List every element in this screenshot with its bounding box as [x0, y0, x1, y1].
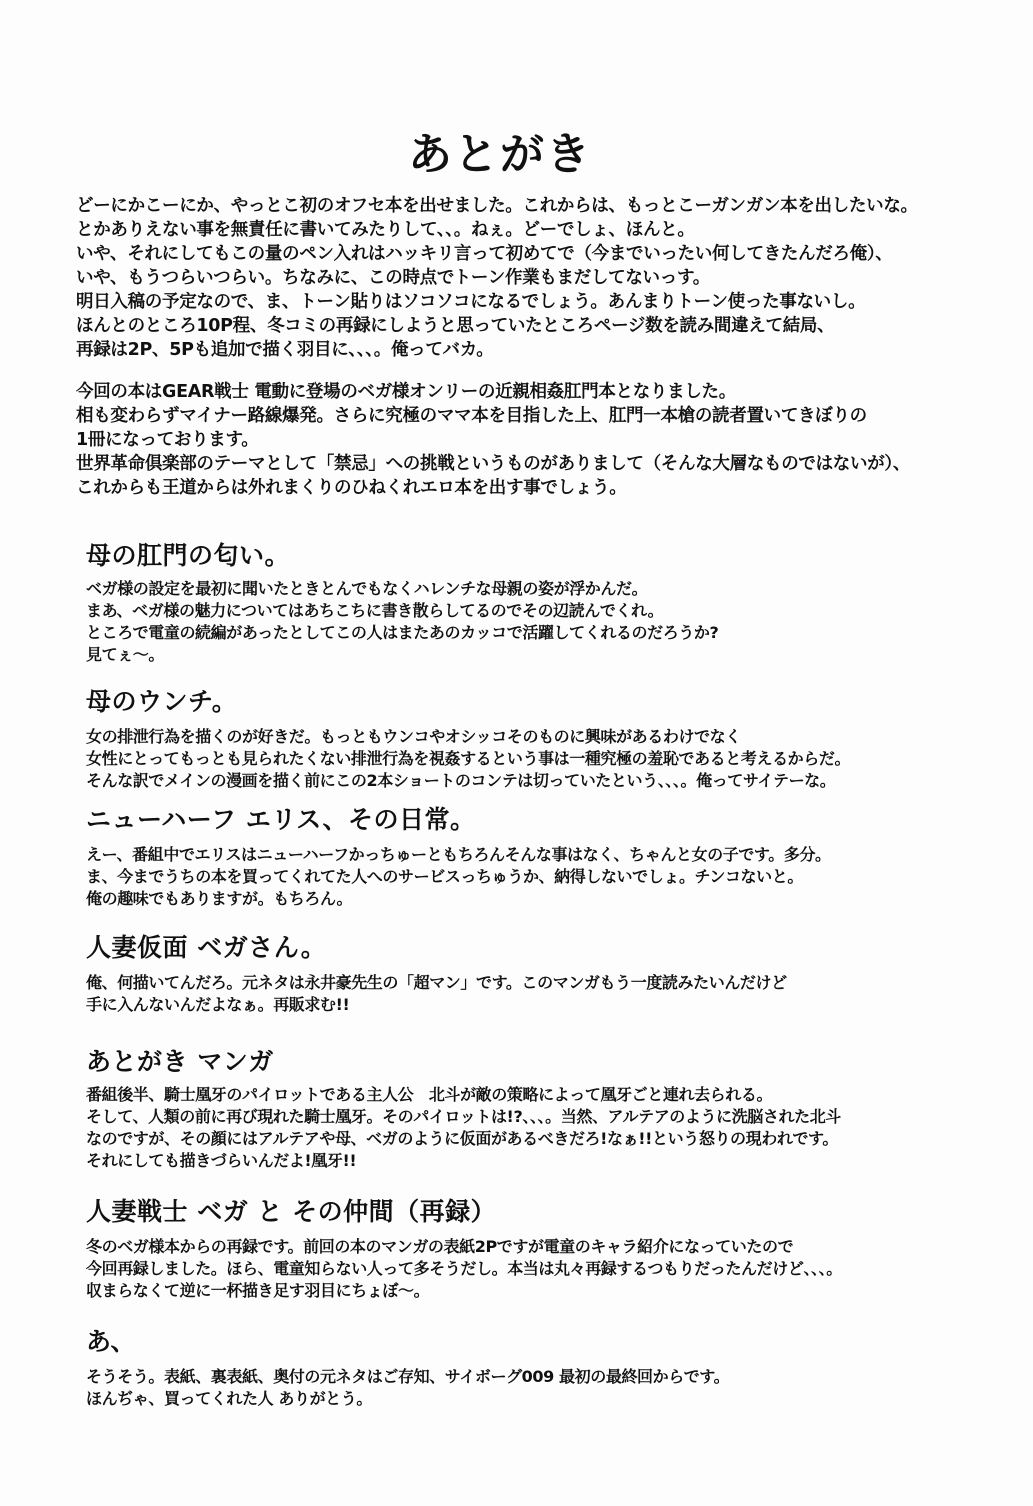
intro-line: いや、もうつらいつらい。ちなみに、この時点でトーン作業もまだしてないっす。	[76, 268, 710, 288]
section-line: 女性にとってもっとも見られたくない排泄行為を視姦するという事は一種究極の羞恥であると考えるからだ。	[86, 749, 851, 768]
intro-line: いや、それにしてもこの量のペン入れはハッキリ言って初めてで（今までいったい何してきたんだろ俺）、	[76, 244, 893, 264]
section-body	[86, 578, 976, 666]
section-heading: あとがき マンガ	[86, 1047, 274, 1076]
section-line: それにしても描きづらいんだよ!凰牙!!	[86, 1151, 357, 1170]
intro-line: 1冊になっております。	[76, 430, 259, 450]
intro-line: 今回の本はGEAR戦士 電動に登場のベガ様オンリーの近親相姦肛門本となりました。	[76, 382, 736, 402]
section-heading: 人妻戦士 ベガ と その仲間（再録）	[86, 1197, 497, 1226]
section-body	[86, 726, 976, 792]
section-body	[86, 1084, 976, 1172]
section-body	[86, 844, 976, 910]
section-heading: あ、	[86, 1327, 137, 1356]
section-line: 今回再録しました。ほら、電童知らない人って多そうだし。本当は丸々再録するつもりだったんだけど、、、。	[86, 1259, 842, 1278]
section-heading: ニューハーフ エリス、その日常。	[86, 805, 476, 834]
section-line: そして、人類の前に再び現れた騎士凰牙。そのパイロットは!?、、、。当然、アルテアのように洗脳された北斗	[86, 1107, 841, 1126]
intro-line: これからも王道からは外れまくりのひねくれエロ本を出す事でしょう。	[76, 478, 627, 498]
section-line: ベガ様の設定を最初に聞いたときとんでもなくハレンチな母親の姿が浮かんだ。	[86, 579, 648, 598]
section-line: ま、今までうちの本を買ってくれてた人へのサービスっちゅうか、納得しないでしょ。チンコないと。	[86, 867, 803, 886]
section-line: なのですが、その顔にはアルテアや母、ベガのように仮面があるべきだろ!なぁ!!という怒りの現われです。	[86, 1129, 838, 1148]
section-line: 俺の趣味でもありますが。もちろん。	[86, 889, 353, 908]
intro-line: 明日入稿の予定なので、ま、トーン貼りはソコソコになるでしょう。あんまりトーン使った事ないし。	[76, 292, 866, 312]
section-heading: 母の肛門の匂い。	[86, 541, 291, 570]
intro-line: 再録は2P、5Pも追加で描く羽目に、、、。俺ってバカ。	[76, 340, 494, 360]
section-line: 冬のベガ様本からの再録です。前回の本のマンガの表紙2Pですが電童のキャラ紹介になっていたので	[86, 1237, 794, 1256]
intro-line: 世界革命倶楽部のテーマとして「禁忌」への挑戦というものがありまして（そんな大層なものではないが）、	[76, 454, 911, 474]
intro-paragraph-1	[76, 194, 976, 362]
section-body	[86, 1366, 976, 1410]
section-line: そうそう。表紙、裏表紙、奥付の元ネタはご存知、サイボーグ009 最初の最終回からです。	[86, 1367, 730, 1386]
section-body	[86, 1236, 976, 1302]
intro-paragraph-2	[76, 380, 976, 500]
section-line: そんな訳でメインの漫画を描く前にこの2本ショートのコンテは切っていたという、、、。俺ってサイテーな。	[86, 771, 836, 790]
section-line: まあ、ベガ様の魅力についてはあちこちに書き散らしてるのでその辺読んでくれ。	[86, 601, 664, 620]
intro-line: どーにかこーにか、やっとこ初のオフセ本を出せました。これからは、もっとこーガンガン本を出したいな。	[76, 196, 918, 216]
section-heading: 母のウンチ。	[86, 687, 238, 716]
section-line: ほんぢゃ、買ってくれた人 ありがとう。	[86, 1389, 372, 1408]
section-line: 俺、何描いてんだろ。元ネタは永井豪先生の「超マン」です。このマンガもう一度読みたいんだけど	[86, 973, 787, 992]
section-heading: 人妻仮面 ベガさん。	[86, 933, 327, 962]
section-line: 手に入んないんだよなぁ。再販求む!!	[86, 995, 350, 1014]
intro-line: 相も変わらずマイナー路線爆発。さらに究極のママ本を目指した上、肛門一本槍の読者置いてきぼりの	[76, 406, 867, 426]
page-title: あとがき	[408, 129, 592, 180]
section-line: 収まらなくて逆に一杯描き足す羽目にちょぼ〜。	[86, 1281, 430, 1300]
section-body	[86, 972, 976, 1016]
section-line: 見てぇ〜。	[86, 645, 165, 664]
section-line: ところで電童の続編があったとしてこの人はまたあのカッコで活躍してくれるのだろうか?	[86, 623, 719, 642]
section-line: 女の排泄行為を描くのが好きだ。もっともウンコやオシッコそのものに興味があるわけでなく	[86, 727, 741, 746]
section-line: えー、番組中でエリスはニューハーフかっちゅーともちろんそんな事はなく、ちゃんと女の子です。多分。	[86, 845, 831, 864]
section-line: 番組後半、騎士凰牙のパイロットである主人公 北斗が敵の策略によって凰牙ごと連れ去られる。	[86, 1085, 773, 1104]
intro-line: ほんとのところ10P程、冬コミの再録にしようと思っていたところページ数を読み間違えて結局、	[76, 316, 835, 336]
intro-line: とかありえない事を無責任に書いてみたりして、、。ねぇ。どーでしょ、ほんと。	[76, 220, 695, 240]
